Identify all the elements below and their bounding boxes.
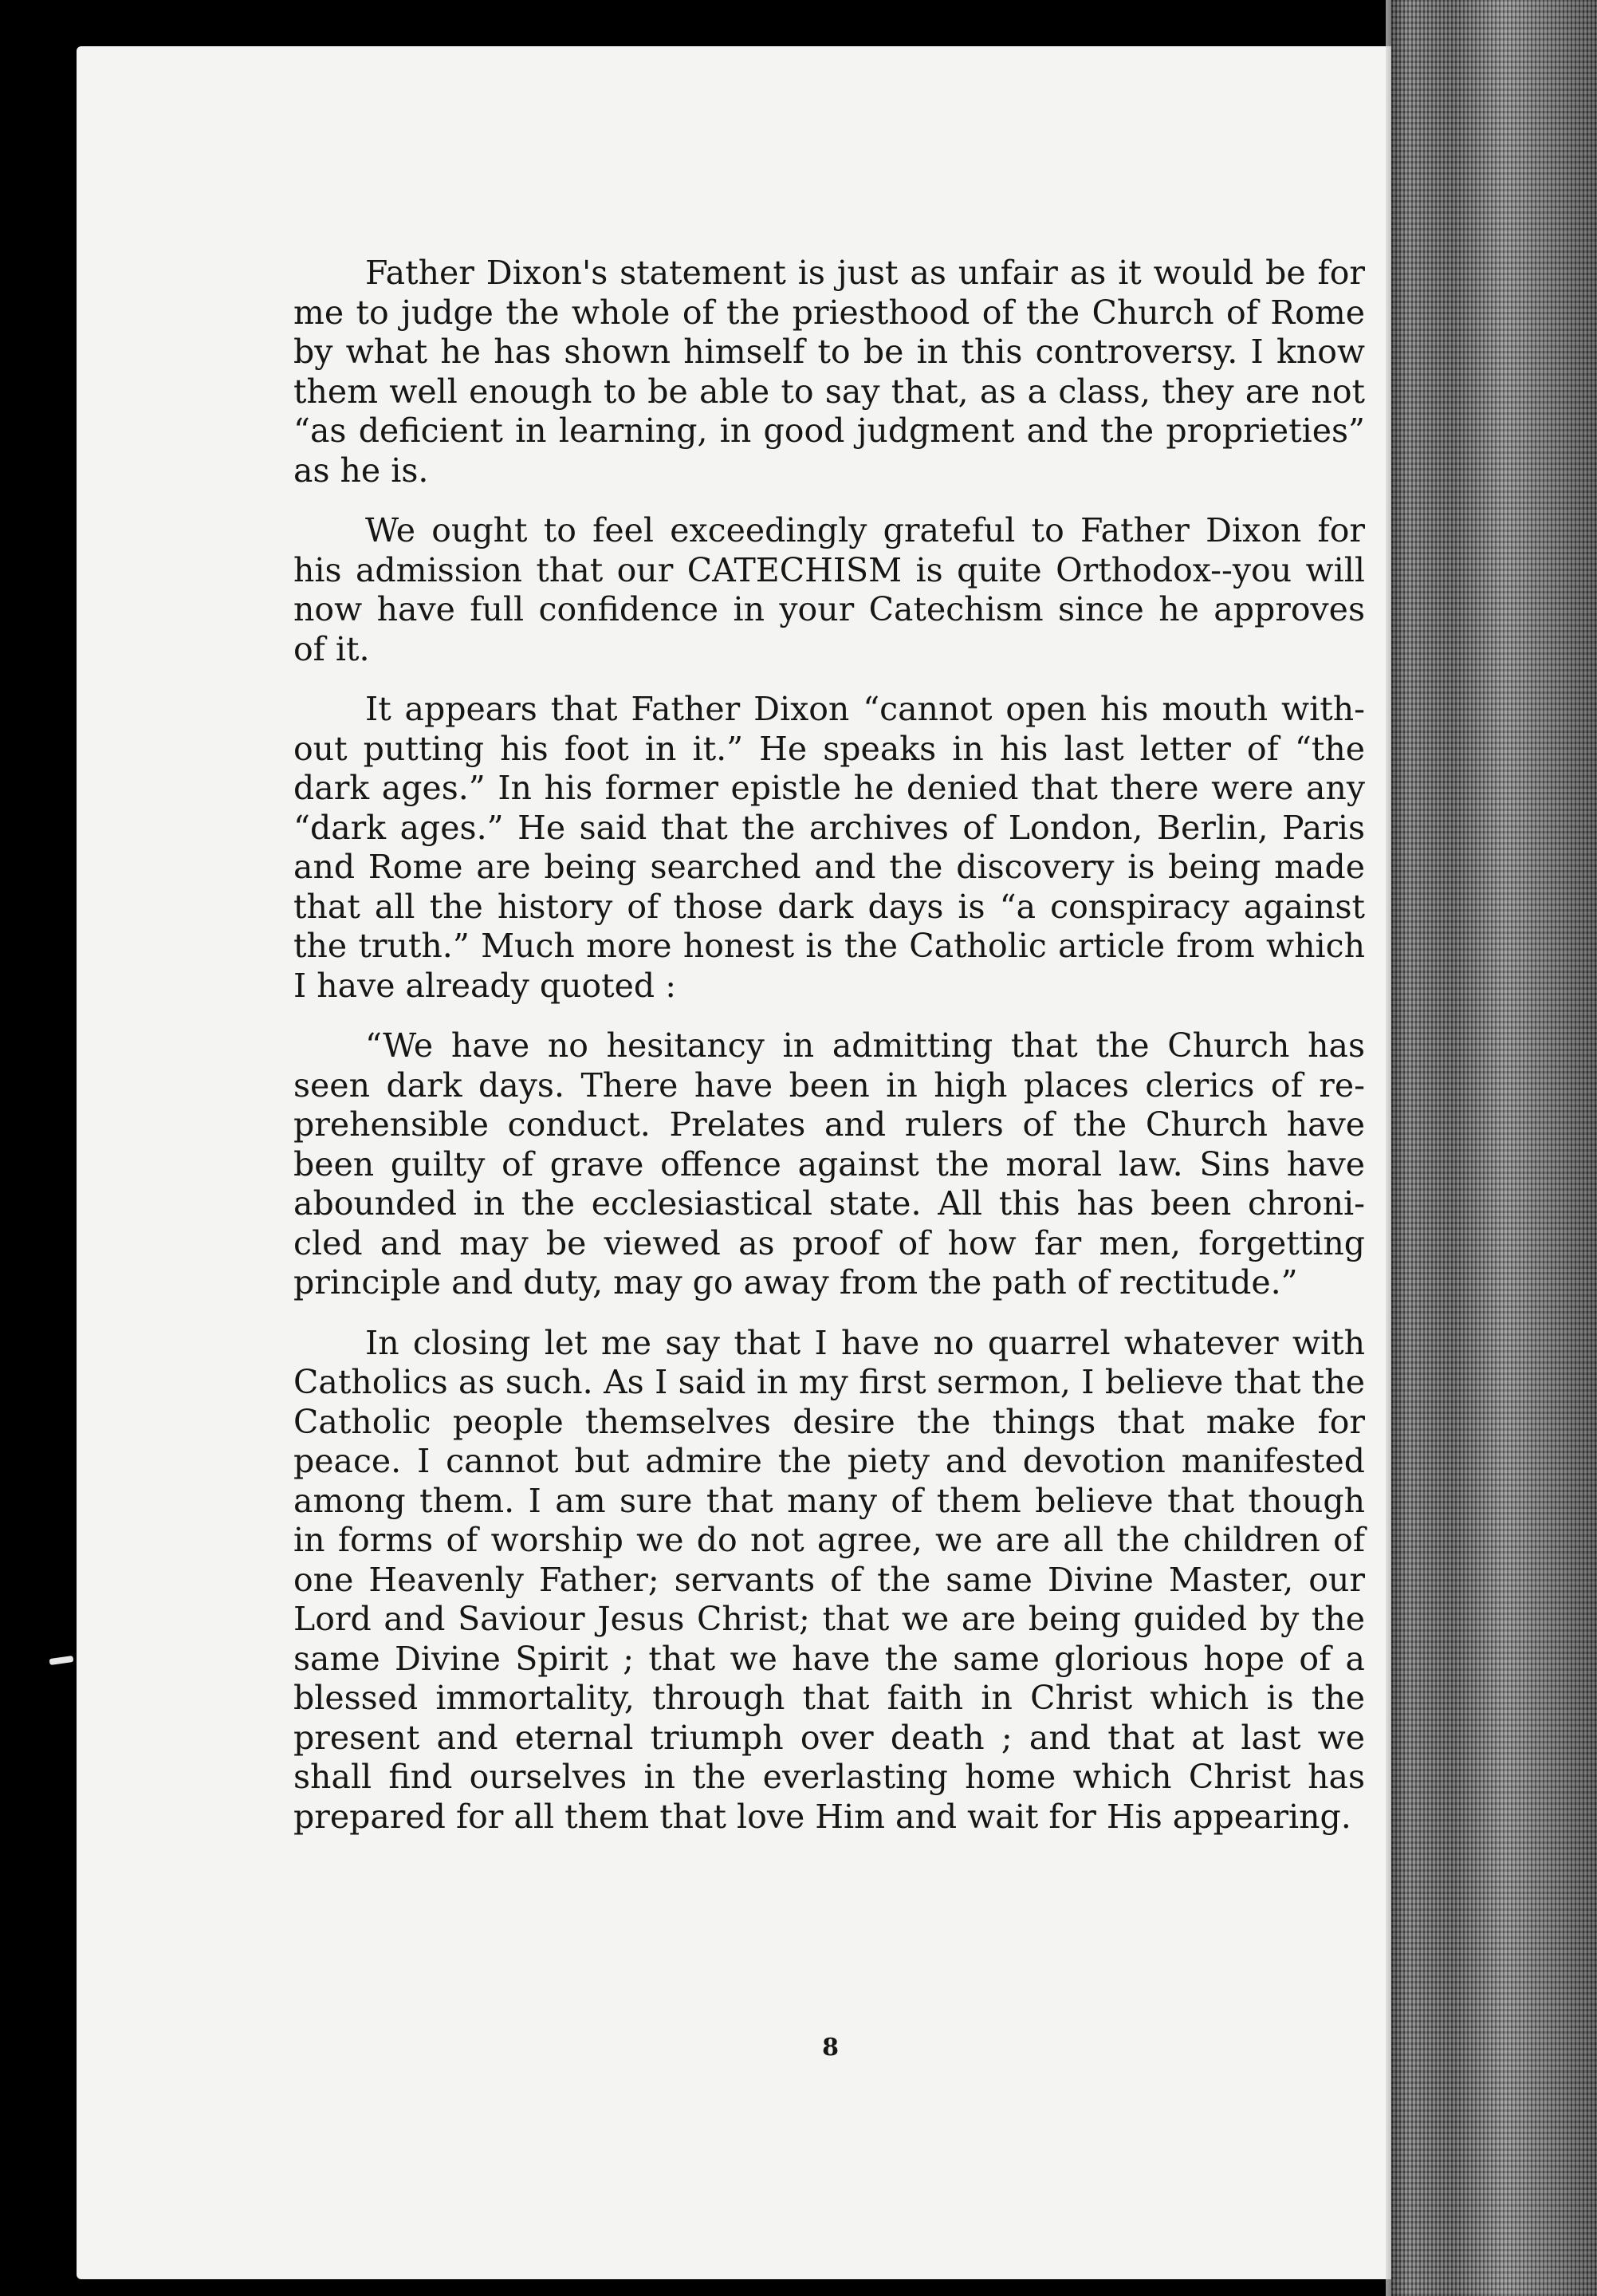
paragraph-4-quote: “We have no hesitancy in admitting that the Church has seen dark days. There have been in high places clerics of reprehensible conduct. Prelates and rulers of the Church have been guilty of grave offence against the moral law. Sins have abounded in the ecclesiastical state. All this has been chronicled and may be viewed as proof of how far men, forgetting principle and duty, may go away from the path of rectitude.” — [293, 1026, 1365, 1302]
paragraph-5: In closing let me say that I have no quarrel whatever with Catholics as such. As I said in my first sermon, I believe that the Catholic people themselves desire the things that make for peace. I cannot but admire the piety and devotion manifested among them. I am sure that many of them believe that though in forms of worship we do not agree, we are all the children of one Heavenly Father; servants of the same Divine Master, our Lord and Saviour Jesus Christ; that we are being guided by the same Divine Spirit ; that we have the same glorious hope of a blessed immortality, through that faith in Christ which is the present and eternal triumph over death ; and that at last we shall find ourselves in the everlasting home which Christ has prepared for all them that love Him and wait for His appearing. — [293, 1323, 1365, 1836]
page-number: 8 — [822, 2034, 839, 2062]
body-text — [293, 254, 1365, 1857]
scan-mark — [49, 1656, 74, 1665]
paragraph-1: Father Dixon's statement is just as unfair as it would be for me to judge the whole of the priesthood of the Church of Rome by what he has shown himself to be in this controversy. I know them well enough to be able to say that, as a class, they are not “as deficient in learning, in good judgment and the proprieties” as he is. — [293, 254, 1365, 490]
paragraph-2: We ought to feel exceedingly grateful to Father Dixon for his admission that our CATECHISM is quite Orthodox--you will now have full confidence in your Catechism since he approves of it. — [293, 511, 1365, 668]
paragraph-3: It appears that Father Dixon “cannot open his mouth without putting his foot in it.” He speaks in his last letter of “the dark ages.” In his former epistle he denied that there were any “dark ages.” He said that the archives of London, Berlin, Paris and Rome are being searched and the discovery is being made that all the history of those dark days is “a conspiracy against the truth.” Much more honest is the Catholic article from which I have already quoted : — [293, 690, 1365, 1005]
book-spine — [1391, 0, 1597, 2296]
